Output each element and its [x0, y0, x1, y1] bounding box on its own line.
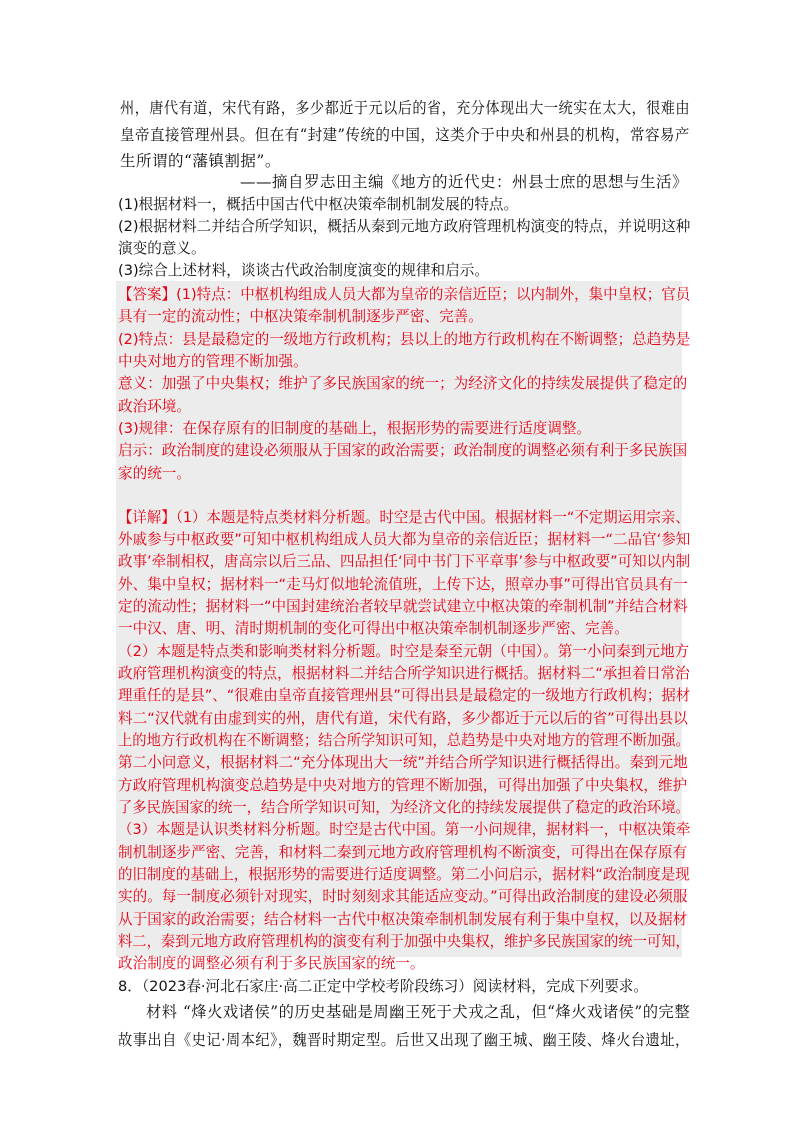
- answer-line: (3)规律：在保存原有的旧制度的基础上，根据形势的需要进行适度调整。: [118, 420, 592, 437]
- question-line: (2)根据材料二并结合所学知识，概括从秦到元地方政府管理机构演变的特点，并说明这种: [118, 218, 691, 235]
- detail-line: 定的流动性；据材料一“中国封建统治者较早就尝试建立中枢决策的牵制机制”并结合材料: [118, 598, 688, 615]
- material-line: 生所谓的“藩镇割据”。: [120, 152, 281, 170]
- detail-line: 制机制逐步严密、完善，和材料二秦到元地方政府管理机构不断演变，可得出在保存原有: [118, 844, 688, 861]
- detail-line: 第二小问意义，根据材料二“充分体现出大一统”并结合所学知识进行概括得出。秦到元地: [118, 754, 688, 771]
- question-heading: 8．（2023春·河北石家庄·高二正定中学校考阶段练习）阅读材料，完成下列要求。: [118, 978, 648, 995]
- detail-line: 政治制度的调整必须有利于多民族国家的统一。: [118, 955, 425, 972]
- detail-line: 料二“汉代就有由虚到实的州，唐代有道，宋代有路，多少都近于元以后的省”可得出县以: [118, 710, 688, 727]
- answer-line: (2)特点：县是最稳定的一级地方行政机构；县以上的地方行政机构在不断调整；总趋势是: [118, 331, 691, 348]
- detail-line: （2）本题是特点类和影响类材料分析题。时空是秦至元朝（中国）。第一小问秦到元地方: [118, 643, 690, 660]
- detail-line: 理重任的是县”、“很难由皇帝直接管理州县”可得出县是最稳定的一级地方行政机构；据材: [118, 687, 691, 704]
- material-line: 故事出自《史记·周本纪》，魏晋时期定型。后世又出现了幽王城、幽王陵、烽火台遗址，: [118, 1031, 690, 1049]
- detail-line: 政府管理机构演变的特点，根据材料二并结合所学知识进行概括。据材料二“承担着日常治: [118, 665, 690, 682]
- question-line: (3)综合上述材料，谈谈古代政治制度演变的规律和启示。: [118, 262, 489, 279]
- answer-line: 政治环境。: [118, 398, 191, 415]
- question-line: 演变的意义。: [118, 240, 206, 257]
- detail-line: 方政府管理机构演变总趋势是中央对地方的管理不断加强，可得出加强了中央集权，维护: [118, 777, 688, 794]
- detail-line: 外、集中皇权；据材料一“走马灯似地轮流值班，上传下达，照章办事”可得出官员具有一: [118, 576, 688, 593]
- answer-line: 【答案】(1)特点：中枢机构组成人员大都为皇帝的亲信近臣；以内制外，集中皇权；官员: [118, 286, 691, 303]
- material-line: 州，唐代有道，宋代有路，多少都近于元以后的省，充分体现出大一统实在太大，很难由: [120, 99, 691, 117]
- detail-line: 料二，秦到元地方政府管理机构的演变有利于加强中央集权，维护多民族国家的统一可知，: [118, 933, 690, 950]
- detail-line: （3）本题是认识类材料分析题。时空是古代中国。第一小问规律，据材料一，中枢决策牵: [118, 821, 691, 838]
- detail-line: 的旧制度的基础上，根据形势的需要进行适度调整。第二小问启示，据材料“政治制度是现: [118, 866, 690, 883]
- material-line: 材料 “烽火戏诸侯”的历史基础是周幽王死于犬戎之乱，但“烽火戏诸侯”的完整: [146, 1003, 691, 1021]
- answer-line: 具有一定的流动性；中枢决策牵制机制逐步严密、完善。: [118, 308, 483, 325]
- detail-line: 从于国家的政治需要；结合材料一古代中枢决策牵制机制发展有利于集中皇权，以及据材: [118, 911, 688, 928]
- answer-line: 意义：加强了中央集权；维护了多民族国家的统一；为经济文化的持续发展提供了稳定的: [118, 375, 688, 392]
- detail-line: 外戚参与中枢政要”可知中枢机构组成人员大都为皇帝的亲信近臣；据材料一“二品官‘参知: [118, 531, 691, 548]
- detail-line: 一中汉、唐、明、清时期机制的变化可得出中枢决策牵制机制逐步严密、完善。: [118, 620, 629, 637]
- detail-line: 实的。每一制度必须针对现实，时时刻刻求其能适应变动。”可得出政治制度的建设必须服: [118, 888, 688, 905]
- answer-line: 启示：政治制度的建设必须服从于国家的政治需要；政治制度的调整必须有利于多民族国: [118, 442, 688, 459]
- detail-line: 【详解】（1）本题是特点类材料分析题。时空是古代中国。根据材料一“不定期运用宗亲、: [118, 509, 690, 526]
- detail-line: 政事’牵制相权，唐高宗以后三品、四品担任‘同中书门下平章事’参与中枢政要”可知以内制: [118, 553, 691, 570]
- answer-line: 家的统一。: [118, 465, 191, 482]
- detail-line: 上的地方行政机构在不断调整；结合所学知识可知，总趋势是中央对地方的管理不断加强。: [118, 732, 690, 749]
- material-line: 皇帝直接管理州县。但在有“封建”传统的中国，这类介于中央和州县的机构，常容易产: [120, 126, 690, 144]
- answer-line: 中央对地方的管理不断加强。: [118, 353, 308, 370]
- source-attribution: ——摘自罗志田主编《地方的近代史：州县士庶的思想与生活》: [239, 173, 688, 191]
- question-line: (1)根据材料一，概括中国古代中枢决策牵制机制发展的特点。: [118, 196, 519, 213]
- detail-line: 了多民族国家的统一，结合所学知识可知，为经济文化的持续发展提供了稳定的政治环境。: [118, 799, 690, 816]
